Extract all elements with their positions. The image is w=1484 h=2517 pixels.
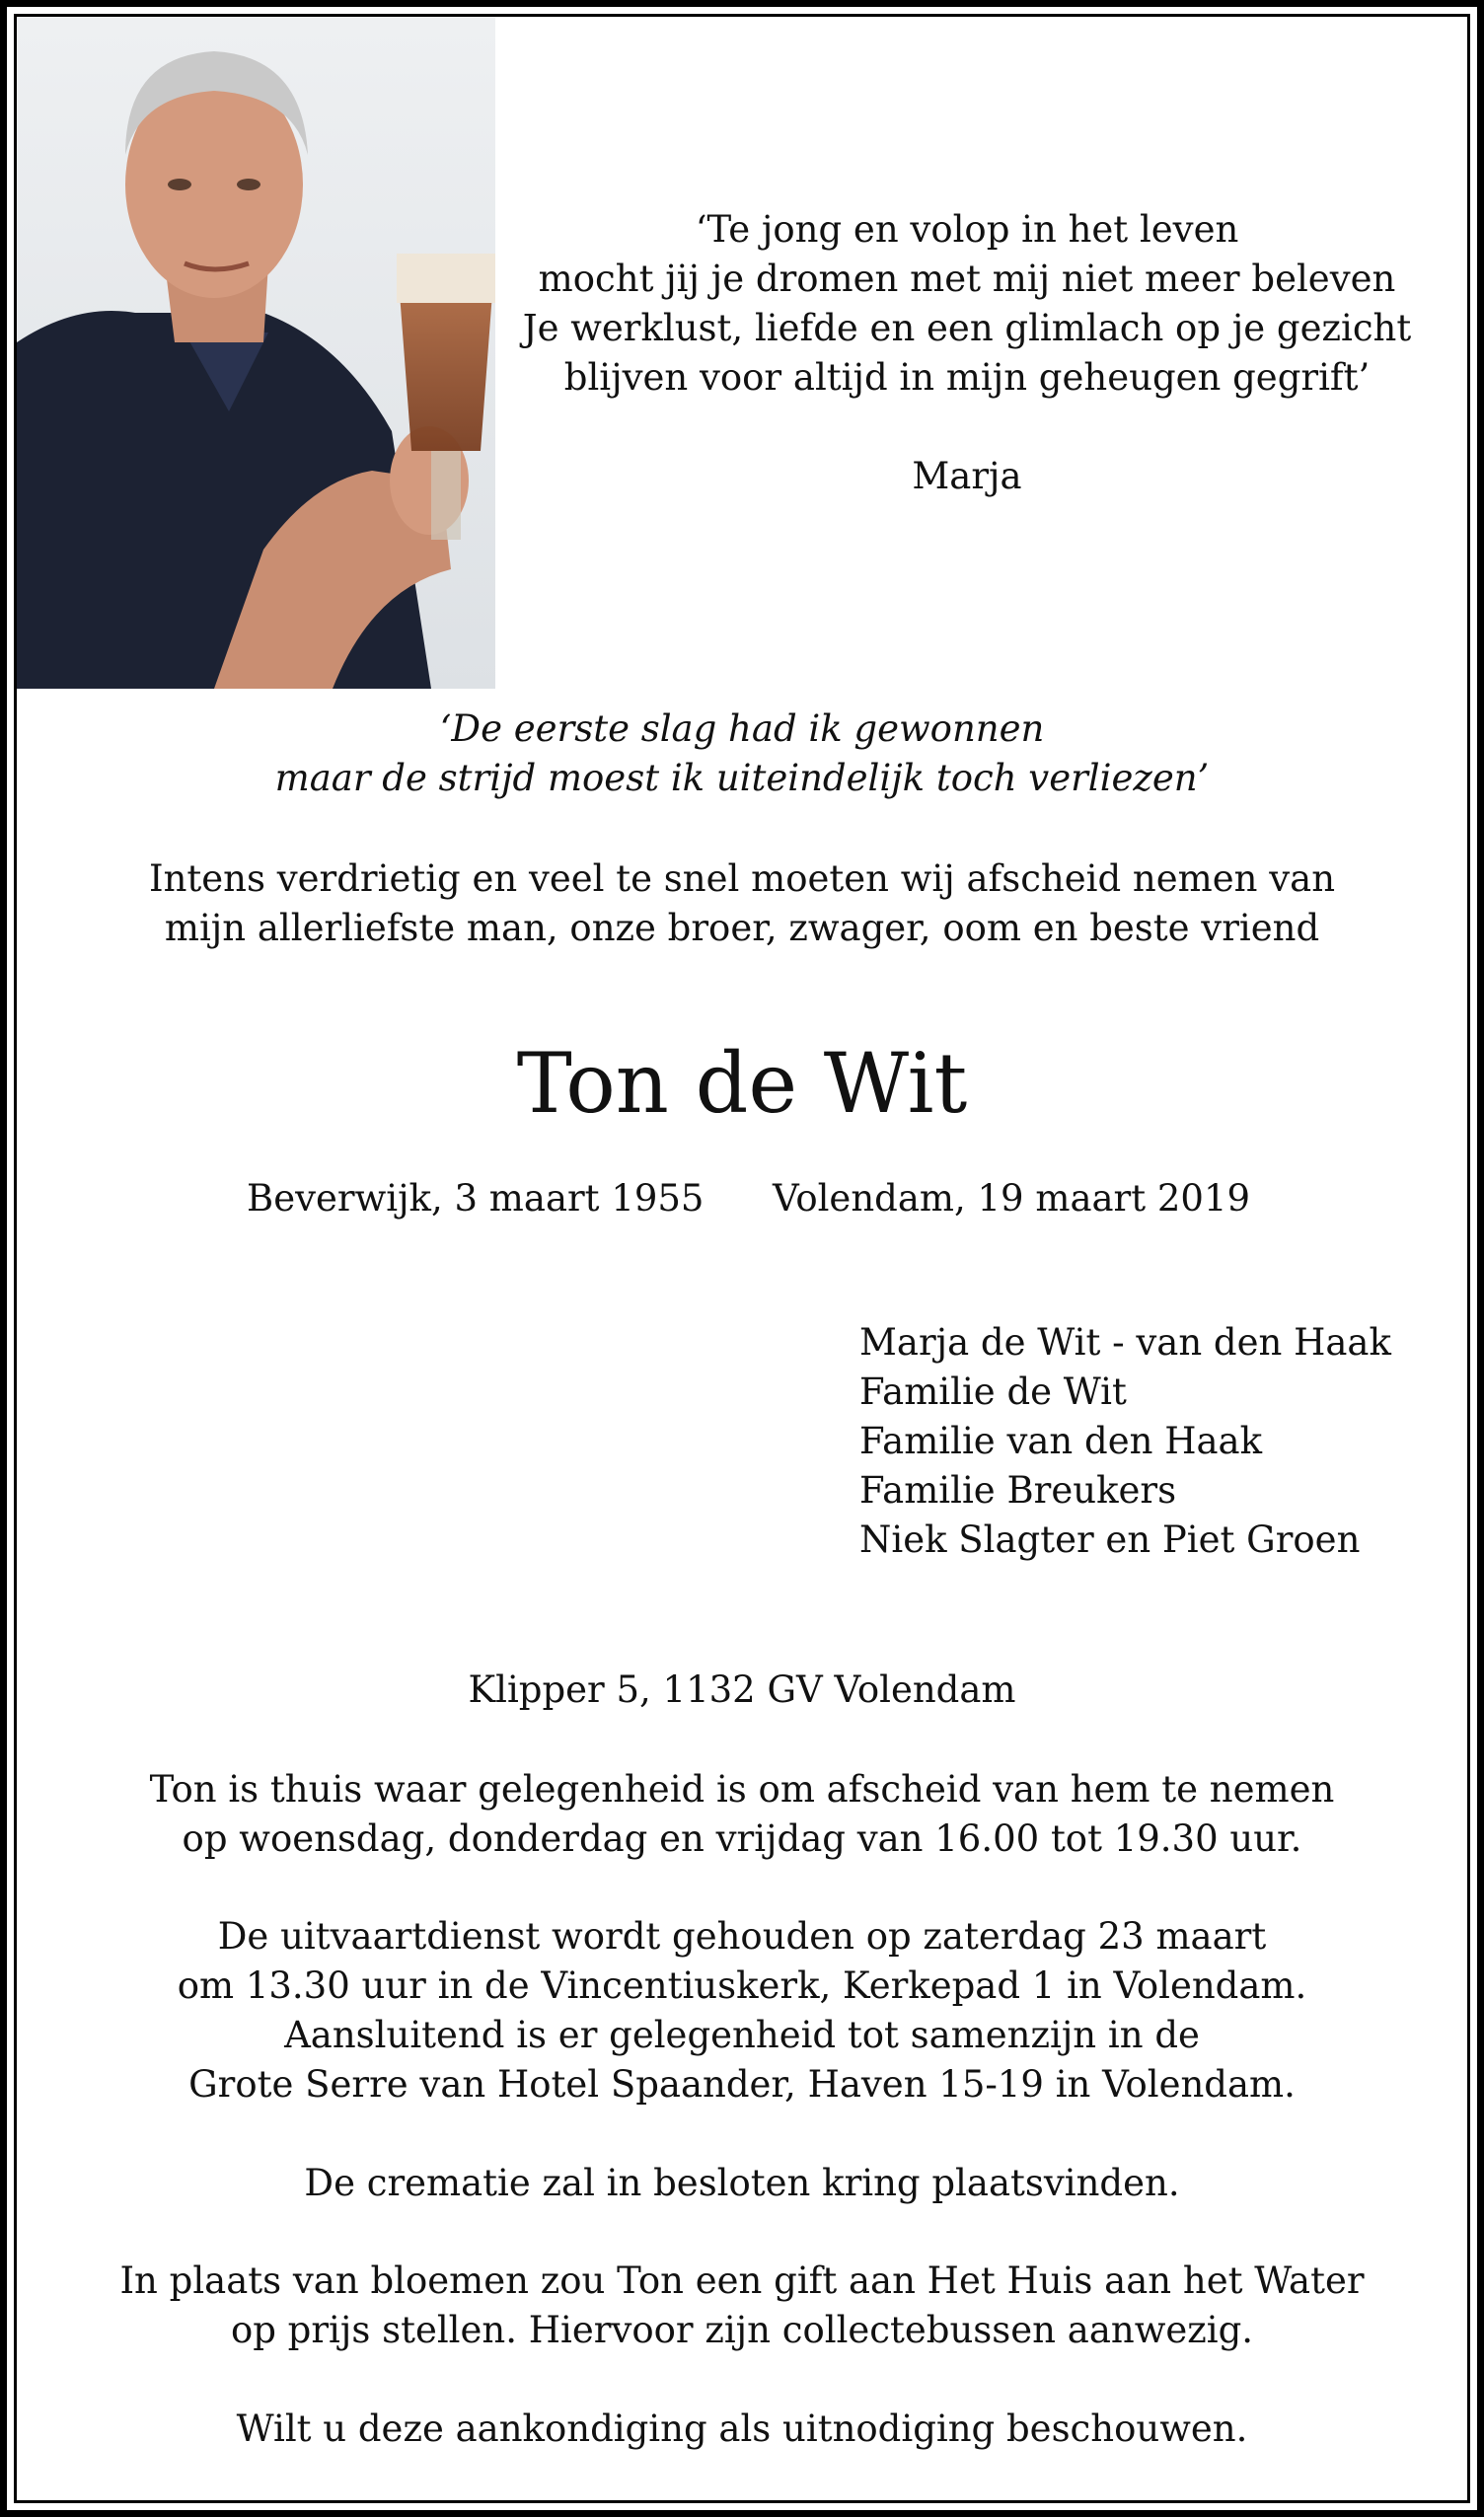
family-member: Marja de Wit - van den Haak: [859, 1321, 1391, 1364]
portrait-photo: [17, 17, 495, 689]
family-member: Familie Breukers: [859, 1469, 1177, 1512]
birth-date: Beverwijk, 3 maart 1955: [247, 1177, 705, 1220]
closing-note: Wilt u deze aankondiging als uitnodiging beschouwen.: [236, 2407, 1248, 2450]
home-address: Klipper 5, 1132 GV Volendam: [468, 1668, 1016, 1711]
family-member: Niek Slagter en Piet Groen: [859, 1518, 1361, 1561]
family-member: Familie van den Haak: [859, 1420, 1262, 1462]
visitation-line: Ton is thuis waar gelegenheid is om afscheid van hem te nemen: [149, 1768, 1335, 1811]
death-date: Volendam, 19 maart 2019: [773, 1177, 1251, 1220]
poem-line: blijven voor altijd in mijn geheugen gegrift’: [563, 356, 1371, 399]
quote-line: ‘De eerste slag had ik gewonnen: [439, 707, 1045, 750]
italic-quote: [17, 704, 1467, 803]
cremation-info: De crematie zal in besloten kring plaatsvinden.: [304, 2162, 1180, 2204]
family-member: Familie de Wit: [859, 1370, 1127, 1413]
visitation-info: [17, 1765, 1467, 1864]
donation-info: [17, 2257, 1467, 2355]
intro-line: Intens verdrietig en veel te snel moeten wij afscheid nemen van: [148, 857, 1336, 900]
donation-line: op prijs stellen. Hiervoor zijn collectebussen aanwezig.: [230, 2309, 1254, 2351]
deceased-name: Ton de Wit: [516, 1035, 968, 1132]
poem-signature: Marja: [912, 455, 1022, 497]
service-line: om 13.30 uur in de Vincentiuskerk, Kerkepad 1 in Volendam.: [177, 1964, 1307, 2007]
poem-line: Je werklust, liefde en een glimlach op je gezicht: [522, 307, 1412, 349]
visitation-line: op woensdag, donderdag en vrijdag van 16.00 tot 19.30 uur.: [182, 1817, 1302, 1860]
poem-line: ‘Te jong en volop in het leven: [695, 208, 1239, 251]
donation-line: In plaats van bloemen zou Ton een gift aan Het Huis aan het Water: [119, 2259, 1365, 2302]
intro-line: mijn allerliefste man, onze broer, zwager, oom en beste vriend: [164, 907, 1320, 949]
service-line: Grote Serre van Hotel Spaander, Haven 15-19 in Volendam.: [188, 2063, 1296, 2106]
service-line: De uitvaartdienst wordt gehouden op zaterdag 23 maart: [217, 1915, 1267, 1958]
poem-line: mocht jij je dromen met mij niet meer beleven: [538, 258, 1396, 300]
service-line: Aansluitend is er gelegenheid tot samenzijn in de: [284, 2014, 1200, 2056]
memorial-poem: [513, 205, 1421, 501]
quote-line: maar de strijd moest ik uiteindelijk toch verliezen’: [274, 757, 1210, 799]
funeral-service-info: [17, 1912, 1467, 2110]
intro-text: [17, 854, 1467, 953]
family-list: [859, 1318, 1391, 1565]
